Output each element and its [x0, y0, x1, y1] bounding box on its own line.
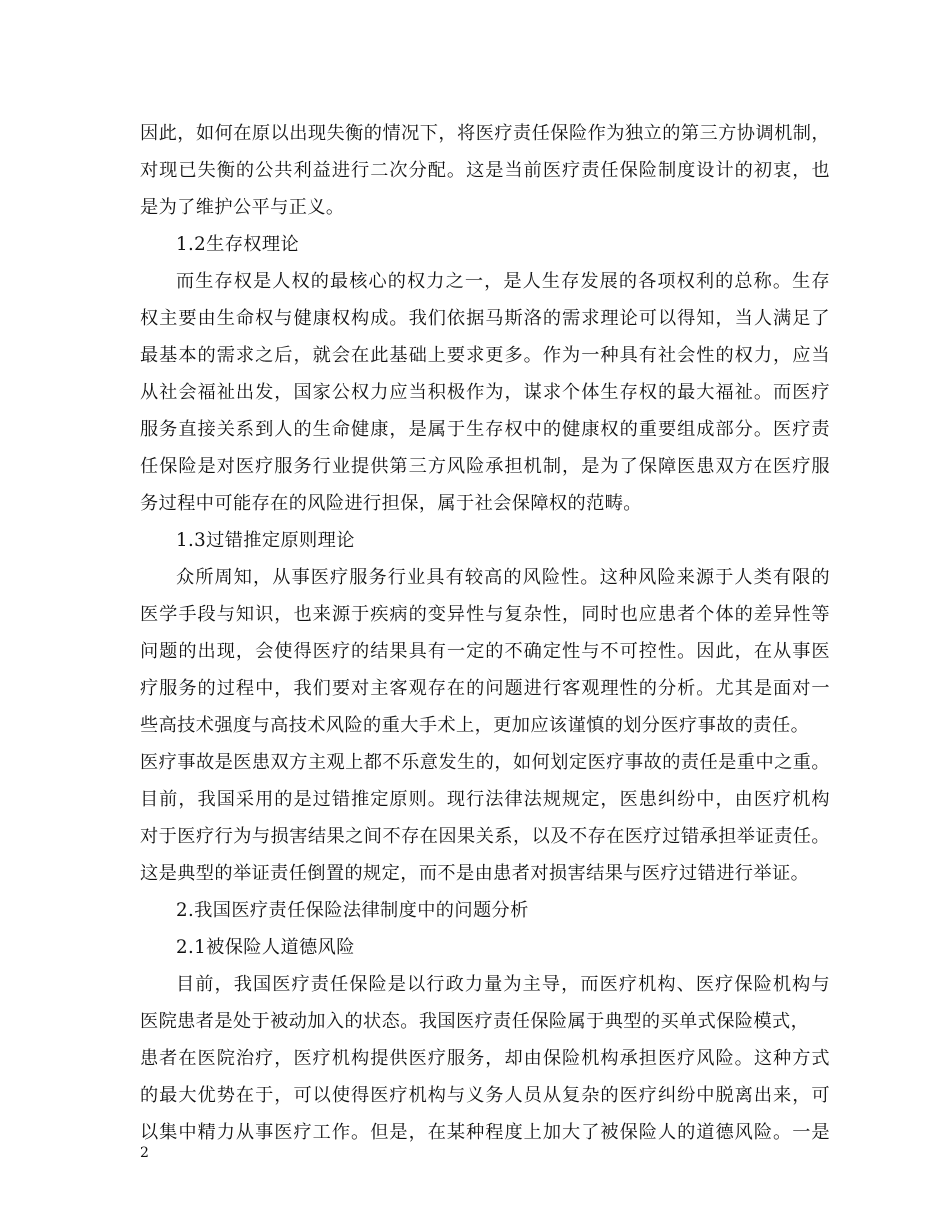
body-line: 权主要由生命权与健康权构成。我们依据马斯洛的需求理论可以得知，当人满足了 — [140, 308, 830, 329]
body-line: 这是典型的举证责任倒置的规定，而不是由患者对损害结果与医疗过错进行举证。 — [140, 863, 810, 884]
body-line: 目前，我国医疗责任保险是以行政力量为主导，而医疗机构、医疗保险机构与 — [176, 974, 830, 995]
body-line: 众所周知，从事医疗服务行业具有较高的风险性。这种风险来源于人类有限的 — [176, 567, 830, 588]
section-heading-1-3: 1.3过错推定原则理论 — [176, 530, 355, 551]
body-line: 因此，如何在原以出现失衡的情况下，将医疗责任保险作为独立的第三方协调机制， — [140, 123, 830, 144]
body-line: 而生存权是人权的最核心的权力之一，是人生存发展的各项权利的总称。生存 — [176, 271, 830, 292]
body-line: 患者在医院治疗，医疗机构提供医疗服务，却由保险机构承担医疗风险。这种方式 — [140, 1048, 830, 1069]
body-line: 务过程中可能存在的风险进行担保，属于社会保障权的范畴。 — [140, 493, 642, 514]
body-line: 是为了维护公平与正义。 — [140, 197, 345, 218]
body-line: 问题的出现，会使得医疗的结果具有一定的不确定性与不可控性。因此，在从事医 — [140, 641, 830, 662]
section-heading-2: 2.我国医疗责任保险法律制度中的问题分析 — [176, 900, 529, 921]
body-line: 些高技术强度与高技术风险的重大手术上，更加应该谨慎的划分医疗事故的责任。 — [140, 715, 810, 736]
body-line: 对于医疗行为与损害结果之间不存在因果关系，以及不存在医疗过错承担举证责任。 — [140, 826, 830, 847]
section-heading-2-1: 2.1被保险人道德风险 — [176, 937, 355, 958]
body-line: 目前，我国采用的是过错推定原则。现行法律法规规定，医患纠纷中，由医疗机构 — [140, 789, 830, 810]
body-line: 以集中精力从事医疗工作。但是，在某种程度上加大了被保险人的道德风险。一是 — [140, 1122, 830, 1143]
body-line: 疗服务的过程中，我们要对主客观存在的问题进行客观理性的分析。尤其是面对一 — [140, 678, 830, 699]
body-line: 的最大优势在于，可以使得医疗机构与义务人员从复杂的医疗纠纷中脱离出来，可 — [140, 1085, 830, 1106]
body-line: 任保险是对医疗服务行业提供第三方风险承担机制，是为了保障医患双方在医疗服 — [140, 456, 830, 477]
section-heading-1-2: 1.2生存权理论 — [176, 234, 300, 255]
page-number: 2 — [140, 1145, 149, 1161]
body-line: 对现已失衡的公共利益进行二次分配。这是当前医疗责任保险制度设计的初衷，也 — [140, 160, 830, 181]
body-line: 最基本的需求之后，就会在此基础上要求更多。作为一种具有社会性的权力，应当 — [140, 345, 830, 366]
body-line: 医疗事故是医患双方主观上都不乐意发生的，如何划定医疗事故的责任是重中之重。 — [140, 752, 830, 773]
body-line: 医院患者是处于被动加入的状态。我国医疗责任保险属于典型的买单式保险模式， — [140, 1011, 810, 1032]
body-line: 医学手段与知识，也来源于疾病的变异性与复杂性，同时也应患者个体的差异性等 — [140, 604, 830, 625]
body-line: 服务直接关系到人的生命健康，是属于生存权中的健康权的重要组成部分。医疗责 — [140, 419, 830, 440]
body-line: 从社会福祉出发，国家公权力应当积极作为，谋求个体生存权的最大福祉。而医疗 — [140, 382, 830, 403]
page-body — [140, 115, 830, 1151]
